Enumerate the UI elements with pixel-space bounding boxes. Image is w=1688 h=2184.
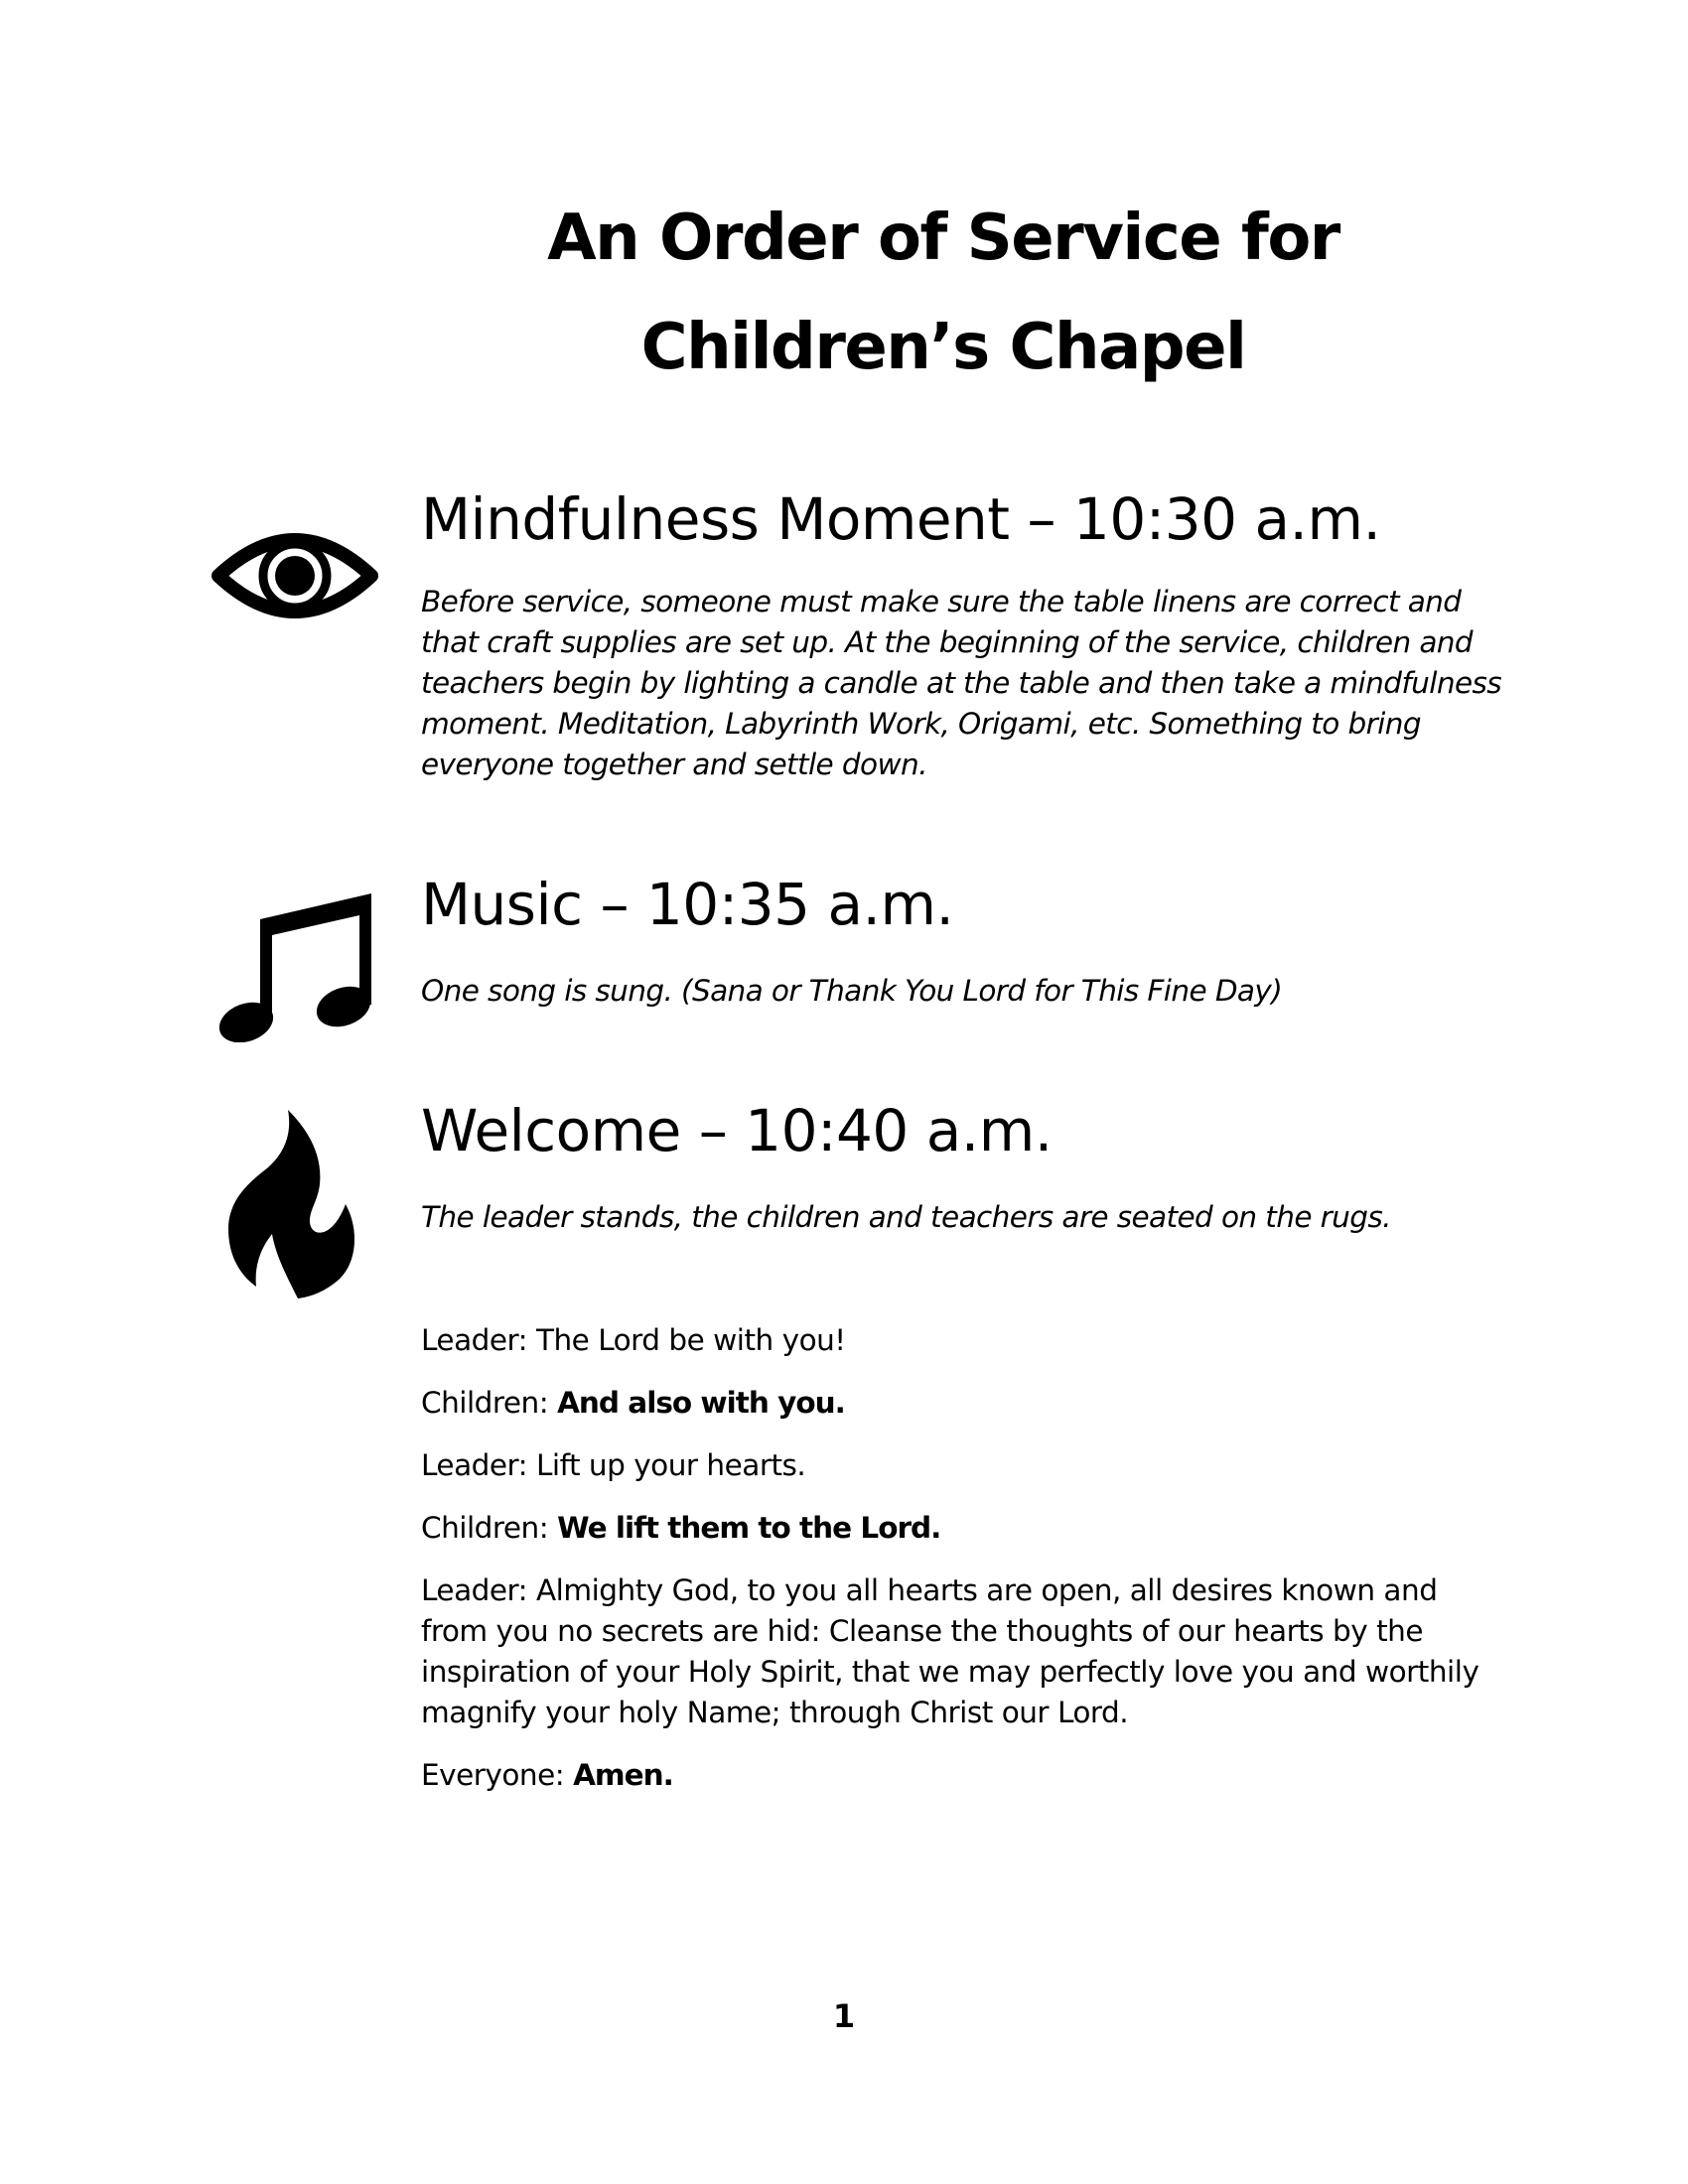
section-description-mindfulness: Before service, someone must make sure the table linens are correct and that craft supplies are set up. At the beginning of the service, children and teachers begin by lighting a candle at the table and then take a mindfulness moment. Meditation, Labyrinth Work, Origami, etc. Something to bring everyone together and settle down. — [421, 585, 1502, 781]
liturgy-line — [421, 1570, 1493, 1733]
liturgy-response: And also with you. — [557, 1386, 845, 1420]
speaker-label: Everyone: — [421, 1758, 565, 1792]
liturgy-line — [421, 1508, 1493, 1549]
section-description-welcome: The leader stands, the children and teachers are seated on the rugs. — [421, 1200, 1391, 1234]
liturgy-line — [421, 1320, 1493, 1361]
document-title-line-2: Children’s Chapel — [640, 311, 1246, 384]
document-title-line-1: An Order of Service for — [547, 202, 1339, 275]
liturgy-line — [421, 1383, 1493, 1424]
eye-icon — [211, 526, 379, 625]
speaker-label: Leader: — [421, 1573, 528, 1607]
liturgy-text: The Lord be with you! — [535, 1323, 846, 1357]
liturgy-text: Almighty God, to you all hearts are open, all desires known and from you no secrets are hid: Cleanse the thoughts of our hearts by the inspiration of your Holy Spirit, that we may perfectly love you and worthily magnify your holy Name; through Christ our Lord. — [421, 1573, 1479, 1729]
flame-icon — [228, 1110, 357, 1298]
liturgy — [421, 1320, 1493, 1818]
liturgy-text: Lift up your hearts. — [535, 1448, 806, 1482]
section-heading-music: Music – 10:35 a.m. — [421, 871, 954, 938]
page-number: 1 — [832, 1997, 856, 2035]
section-heading-welcome: Welcome – 10:40 a.m. — [421, 1097, 1053, 1164]
speaker-label: Leader: — [421, 1323, 528, 1357]
speaker-label: Children: — [421, 1511, 549, 1545]
speaker-label: Children: — [421, 1386, 549, 1420]
liturgy-line — [421, 1755, 1493, 1796]
liturgy-response: We lift them to the Lord. — [557, 1511, 941, 1545]
section-description-music: One song is sung. (Sana or Thank You Lord for This Fine Day) — [421, 974, 1283, 1008]
section-heading-mindfulness: Mindfulness Moment – 10:30 a.m. — [421, 485, 1381, 553]
liturgy-line — [421, 1445, 1493, 1486]
speaker-label: Leader: — [421, 1448, 528, 1482]
music-note-icon — [216, 893, 375, 1042]
liturgy-response: Amen. — [573, 1758, 673, 1792]
